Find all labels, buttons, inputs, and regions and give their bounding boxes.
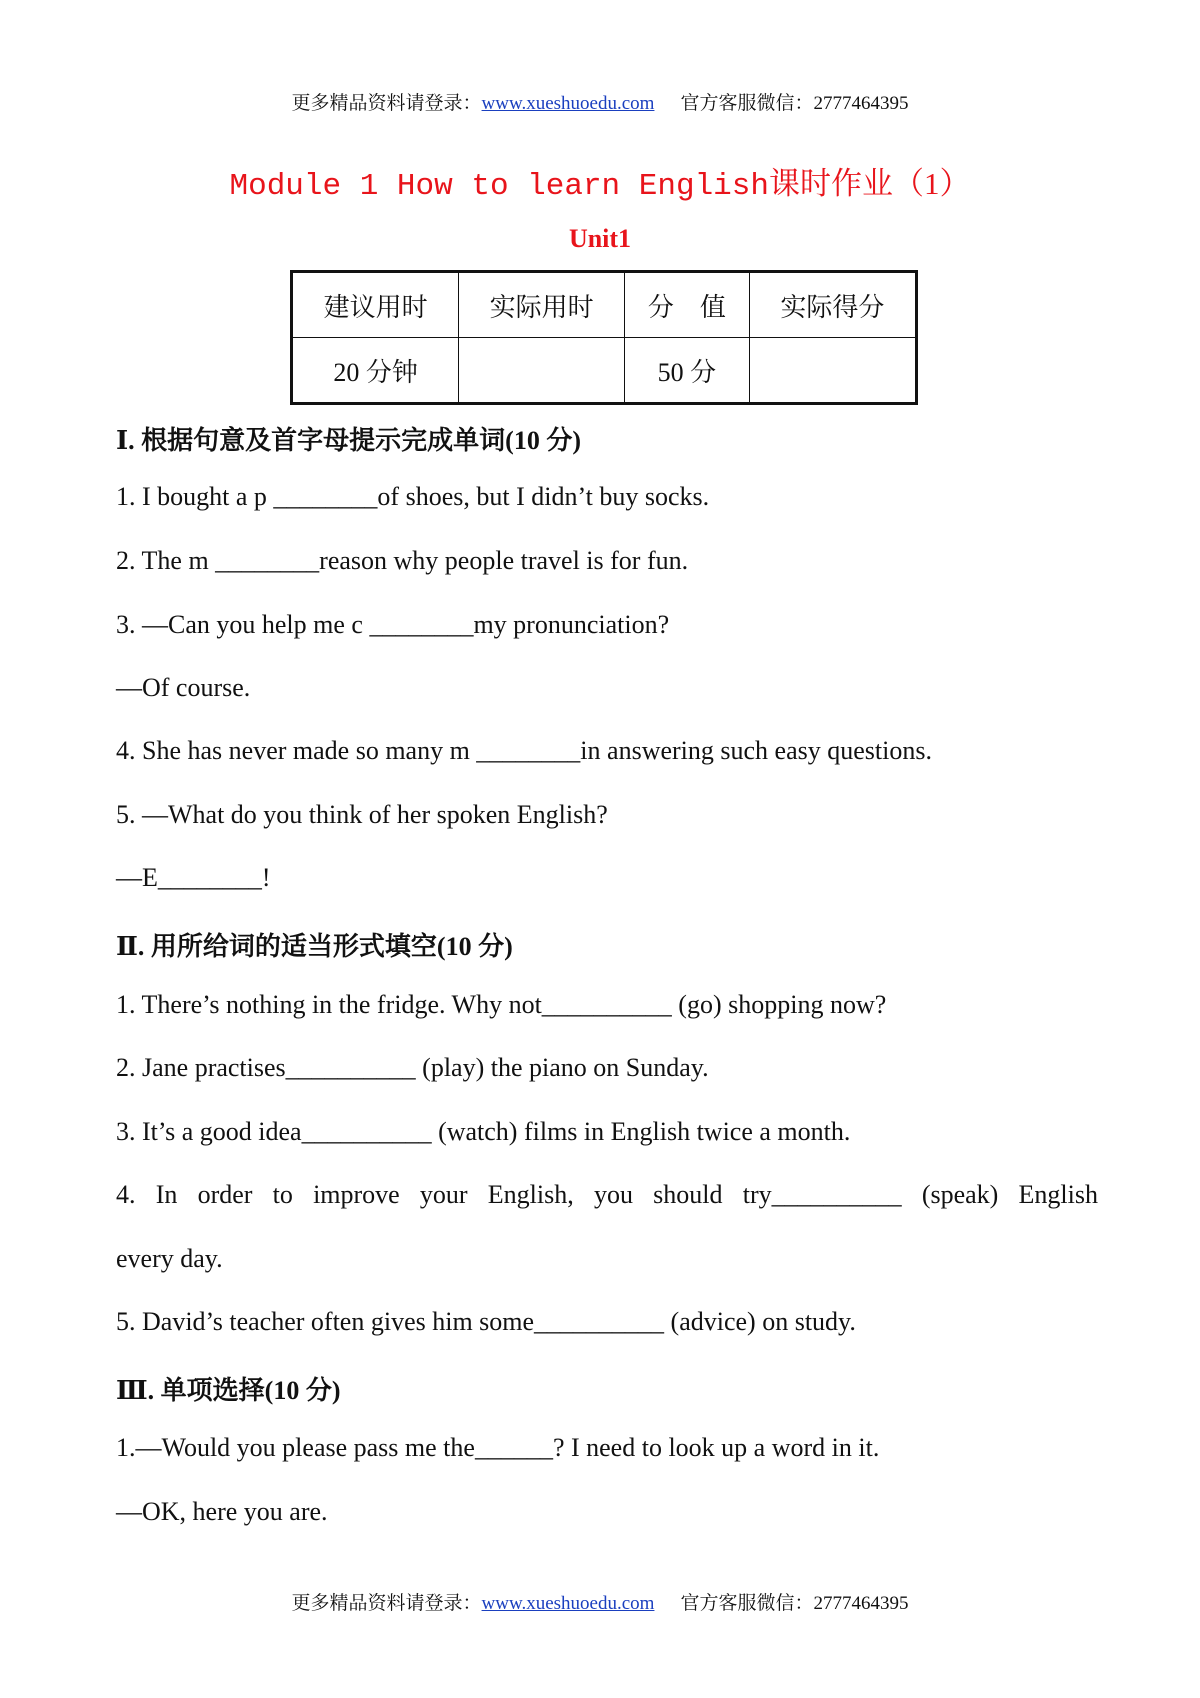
question-line: 3. It’s a good idea__________ (watch) films in English twice a month. xyxy=(116,1117,851,1146)
question-line: 5. David’s teacher often gives him some__________ (advice) on study. xyxy=(116,1307,856,1336)
question-line: 3. —Can you help me c ________my pronunciation? xyxy=(116,610,670,639)
question-line: 2. Jane practises__________ (play) the piano on Sunday. xyxy=(116,1053,709,1082)
header-service: 官方客服微信：2777464395 xyxy=(680,93,909,114)
question-line: every day. xyxy=(116,1244,223,1273)
page-header xyxy=(0,88,1200,115)
time-score-table xyxy=(290,270,918,405)
question-line: 4. She has never made so many m ________in answering such easy questions. xyxy=(116,736,932,765)
question-line: 1. I bought a p ________of shoes, but I didn’t buy socks. xyxy=(116,482,710,511)
header-prefix: 更多精品资料请登录： xyxy=(291,93,482,114)
question-line: —E________! xyxy=(116,863,271,892)
question-line: 5. —What do you think of her spoken English? xyxy=(116,800,608,829)
question-line: 1. There’s nothing in the fridge. Why not__________ (go) shopping now? xyxy=(116,990,887,1019)
question-line: —OK, here you are. xyxy=(116,1497,328,1526)
header-link[interactable]: www.xueshuoedu.com xyxy=(481,93,655,114)
table-cell: 实际得分 xyxy=(749,272,916,338)
footer-prefix: 更多精品资料请登录： xyxy=(291,1593,482,1614)
worksheet-title xyxy=(0,158,1200,204)
table-cell: 建议用时 xyxy=(292,272,459,338)
section-1-heading: Ⅰ. 根据句意及首字母提示完成单词(10 分) xyxy=(116,426,581,455)
question-line: —Of course. xyxy=(116,673,251,702)
table-cell: 20 分钟 xyxy=(292,338,459,404)
question-line: 1.—Would you please pass me the______? I need to look up a word in it. xyxy=(116,1433,880,1462)
unit-label: Unit1 xyxy=(568,224,632,253)
footer-service: 官方客服微信：2777464395 xyxy=(680,1593,909,1614)
table-cell: 分 值 xyxy=(624,272,749,338)
title-chinese: 课时作业（1） xyxy=(769,166,971,201)
table-row xyxy=(292,338,917,404)
section-3-heading: Ⅲ. 单项选择(10 分) xyxy=(116,1376,341,1405)
table-cell[interactable] xyxy=(749,338,916,404)
table-cell: 实际用时 xyxy=(459,272,625,338)
question-line: 2. The m ________reason why people travel is for fun. xyxy=(116,546,689,575)
table-cell[interactable] xyxy=(459,338,625,404)
footer-link[interactable]: www.xueshuoedu.com xyxy=(481,1593,655,1614)
table-header-row xyxy=(292,272,917,338)
title-english: Module 1 How to learn English xyxy=(229,169,769,204)
page-footer xyxy=(0,1588,1200,1615)
section-2-heading: Ⅱ. 用所给词的适当形式填空(10 分) xyxy=(116,932,513,961)
question-line: 4. In order to improve your English, you should try__________ (speak) English xyxy=(116,1180,1098,1209)
table-cell: 50 分 xyxy=(624,338,749,404)
